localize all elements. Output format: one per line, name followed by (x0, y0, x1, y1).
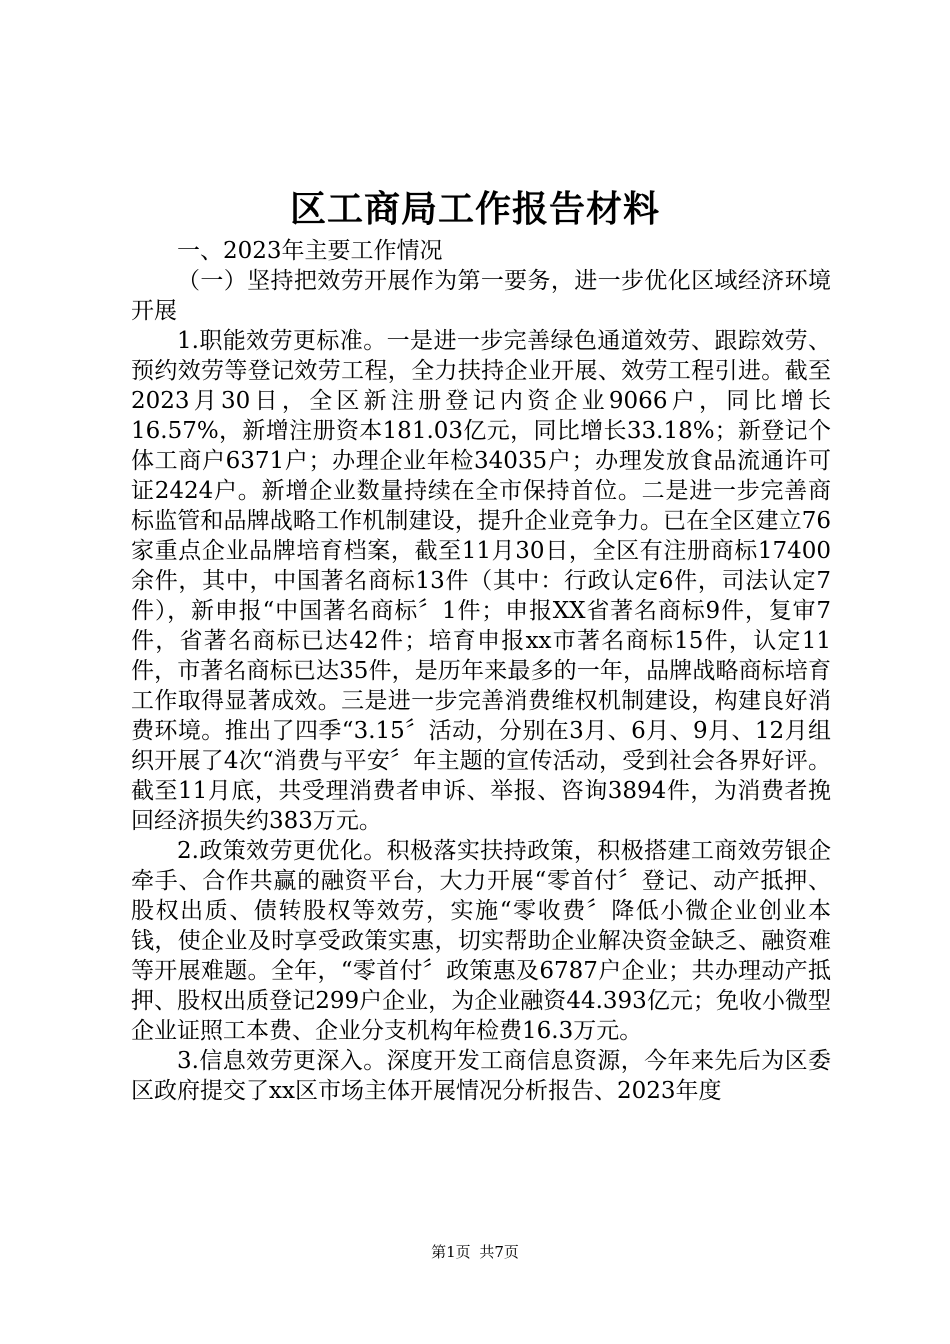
document-body (131, 236, 831, 1106)
page-number: 第1页 (431, 1243, 471, 1261)
paragraph: 1.职能效劳更标准。一是进一步完善绿色通道效劳、跟踪效劳、预约效劳等登记效劳工程，全力扶持企业开展、效劳工程引进。截至2023月30日，全区新注册登记内资企业9066户，同比增长16.57%，新增注册资本181.03亿元，同比增长33.18%；新登记个体工商户6371户；办理企业年检34035户；办理发放食品流通许可证2424户。新增企业数量持续在全市保持首位。二是进一步完善商标监管和品牌战略工作机制建设，提升企业竞争力。已在全区建立76家重点企业品牌培育档案，截至11月30日，全区有注册商标17400余件，其中，中国著名商标13件（其中：行政认定6件，司法认定7件），新申报“中国著名商标〞1件；申报XX省著名商标9件，复审7件，省著名商标已达42件；培育申报xx市著名商标15件，认定11件，市著名商标已达35件，是历年来最多的一年，品牌战略商标培育工作取得显著成效。三是进一步完善消费维权机制建设，构建良好消费环境。推出了四季“3.15〞活动，分别在3月、6月、9月、12月组织开展了4次“消费与平安〞年主题的宣传活动，受到社会各界好评。截至11月底，共受理消费者申诉、举报、咨询3894件，为消费者挽回经济损失约383万元。 (131, 328, 831, 834)
section-heading: 一、2023年主要工作情况 (177, 238, 443, 264)
page-total: 共7页 (479, 1243, 519, 1261)
paragraph: 3.信息效劳更深入。深度开发工商信息资源，今年来先后为区委区政府提交了xx区市场主体开展情况分析报告、2023年度 (131, 1048, 831, 1104)
paragraph: 2.政策效劳更优化。积极落实扶持政策，积极搭建工商效劳银企牵手、合作共赢的融资平台，大力开展“零首付〞登记、动产抵押、股权出质、债转股权等效劳，实施“零收费〞降低小微企业创业本钱，使企业及时享受政策实惠，切实帮助企业解决资金缺乏、融资难等开展难题。全年，“零首付〞政策惠及6787户企业；共办理动产抵押、股权出质登记299户企业，为企业融资44.393亿元；免收小微型企业证照工本费、企业分支机构年检费16.3万元。 (131, 838, 831, 1044)
document-title: 区工商局工作报告材料 (289, 188, 660, 230)
subsection-heading: （一）坚持把效劳开展作为第一要务，进一步优化区域经济环境开展 (131, 268, 831, 324)
page-footer (0, 1242, 950, 1262)
